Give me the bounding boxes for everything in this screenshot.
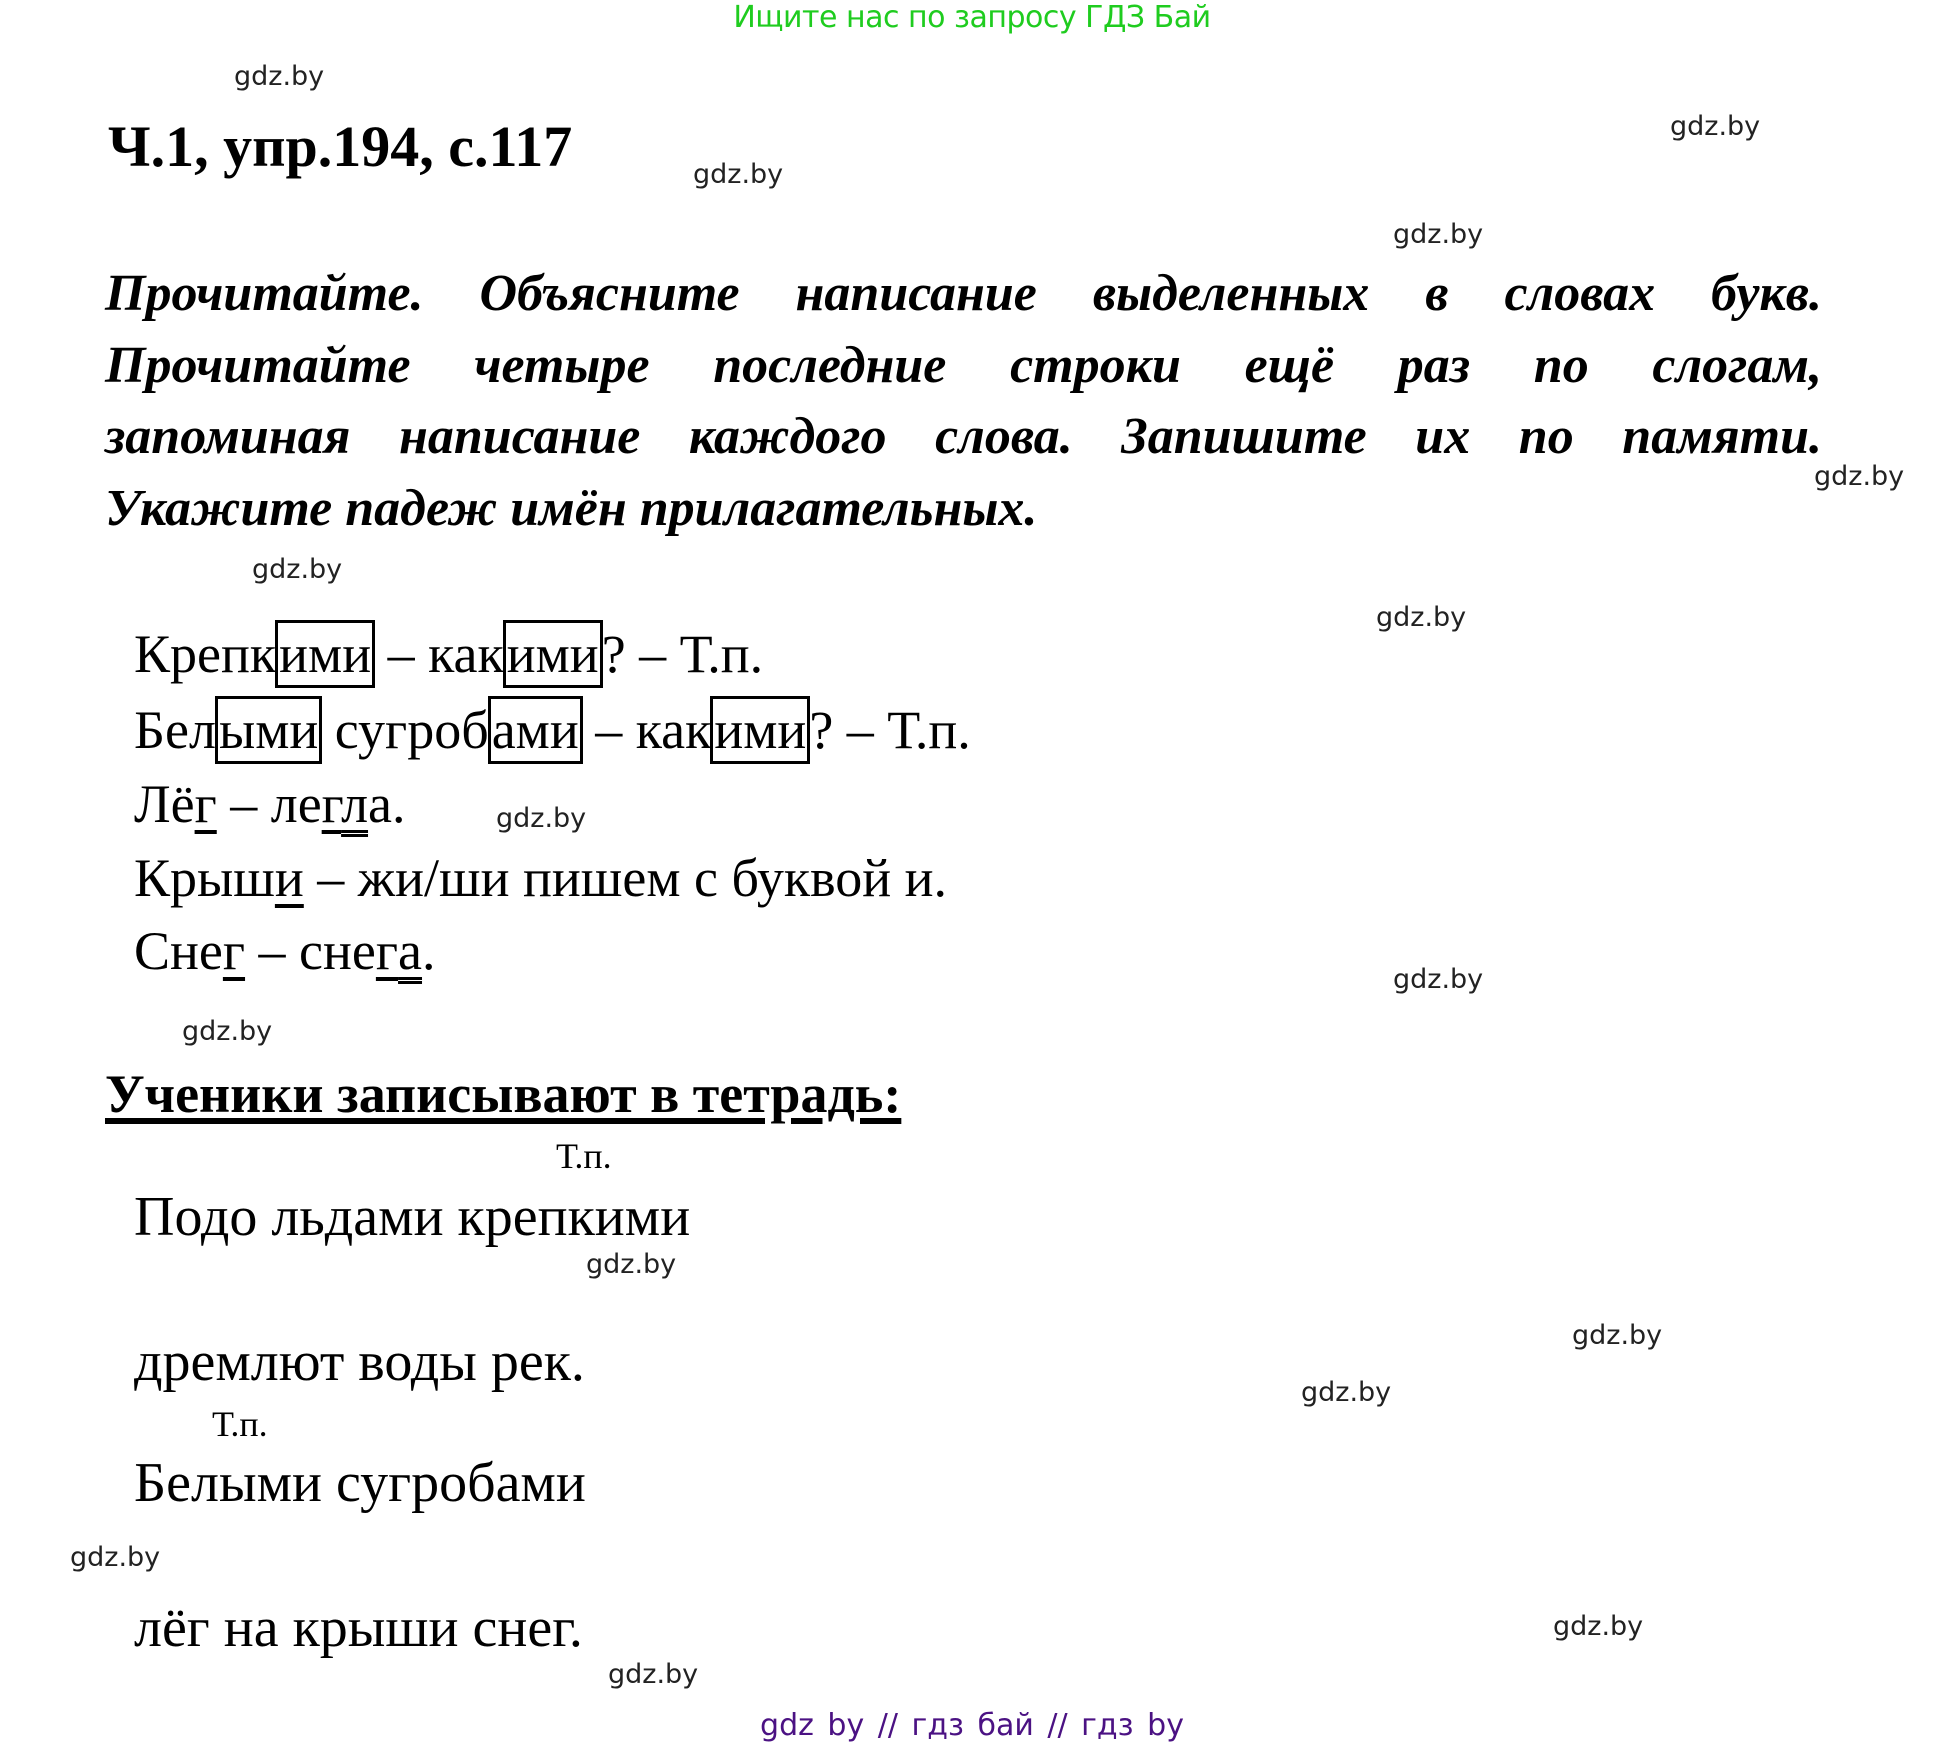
underlined-letter: г [222,921,246,981]
exercise-title: Ч.1, упр.194, с.117 [108,114,573,179]
verse-line: Белыми сугробами [134,1452,586,1514]
exercise-instructions [105,258,1822,544]
watermark: gdz.by [693,159,784,190]
promo-banner[interactable]: Ищите нас по запросу ГДЗ Бай [733,0,1211,35]
example-line: Белыми сугробами – какими? – Т.п. [134,696,971,764]
watermark: gdz.by [586,1249,677,1280]
instruction-line: Прочитайте четыре последние строки ещё раз по слогам, [105,336,1822,394]
watermark: gdz.by [1393,964,1484,995]
highlighted-ending: ими [503,620,603,688]
example-line: Снег – снега. [134,921,436,981]
example-line: Лёг – легла. [134,774,406,834]
watermark: gdz.by [182,1016,273,1047]
verse-line: лёг на крыши снег. [134,1597,583,1659]
case-label: Т.п. [212,1404,268,1444]
highlighted-ending: ими [710,696,810,764]
watermark: gdz.by [1553,1611,1644,1642]
instruction-line: Прочитайте. Объясните написание выделенных в словах букв. [105,265,1822,322]
watermark: gdz.by [1670,111,1761,142]
watermark: gdz.by [1572,1320,1663,1351]
watermark: gdz.by [1393,219,1484,250]
watermark: gdz.by [70,1542,161,1573]
notebook-heading: Ученики записывают в тетрадь: [105,1064,902,1124]
underlined-letter: г [321,774,342,834]
highlighted-ending: ами [488,696,583,764]
example-line: Крыши – жи/ши пишем с буквой и. [134,848,948,908]
watermark: gdz.by [1301,1377,1392,1408]
highlighted-ending: ыми [215,696,322,764]
instruction-line: запоминая написание каждого слова. Запишите их по памяти. [105,408,1822,465]
footer-links[interactable]: gdz by // гдз бай // гдз by [760,1708,1184,1743]
underlined-letter: и [274,848,304,908]
watermark: gdz.by [608,1659,699,1690]
example-line: Крепкими – какими? – Т.п. [134,620,763,688]
instruction-line: Укажите падеж имён прилагательных. [105,479,1038,537]
case-label: Т.п. [556,1136,612,1176]
double-underlined-letter: л [341,774,369,834]
watermark: gdz.by [1376,602,1467,633]
watermark: gdz.by [234,61,325,92]
watermark: gdz.by [252,554,343,585]
underlined-letter: г [194,774,217,834]
verse-line: Подо льдами крепкими [134,1186,691,1248]
verse-line: дремлют воды рек. [134,1331,585,1393]
double-underlined-letter: а [398,921,423,981]
watermark: gdz.by [496,803,587,834]
underlined-letter: г [375,921,399,981]
watermark: gdz.by [1814,461,1905,492]
highlighted-ending: ими [275,620,375,688]
